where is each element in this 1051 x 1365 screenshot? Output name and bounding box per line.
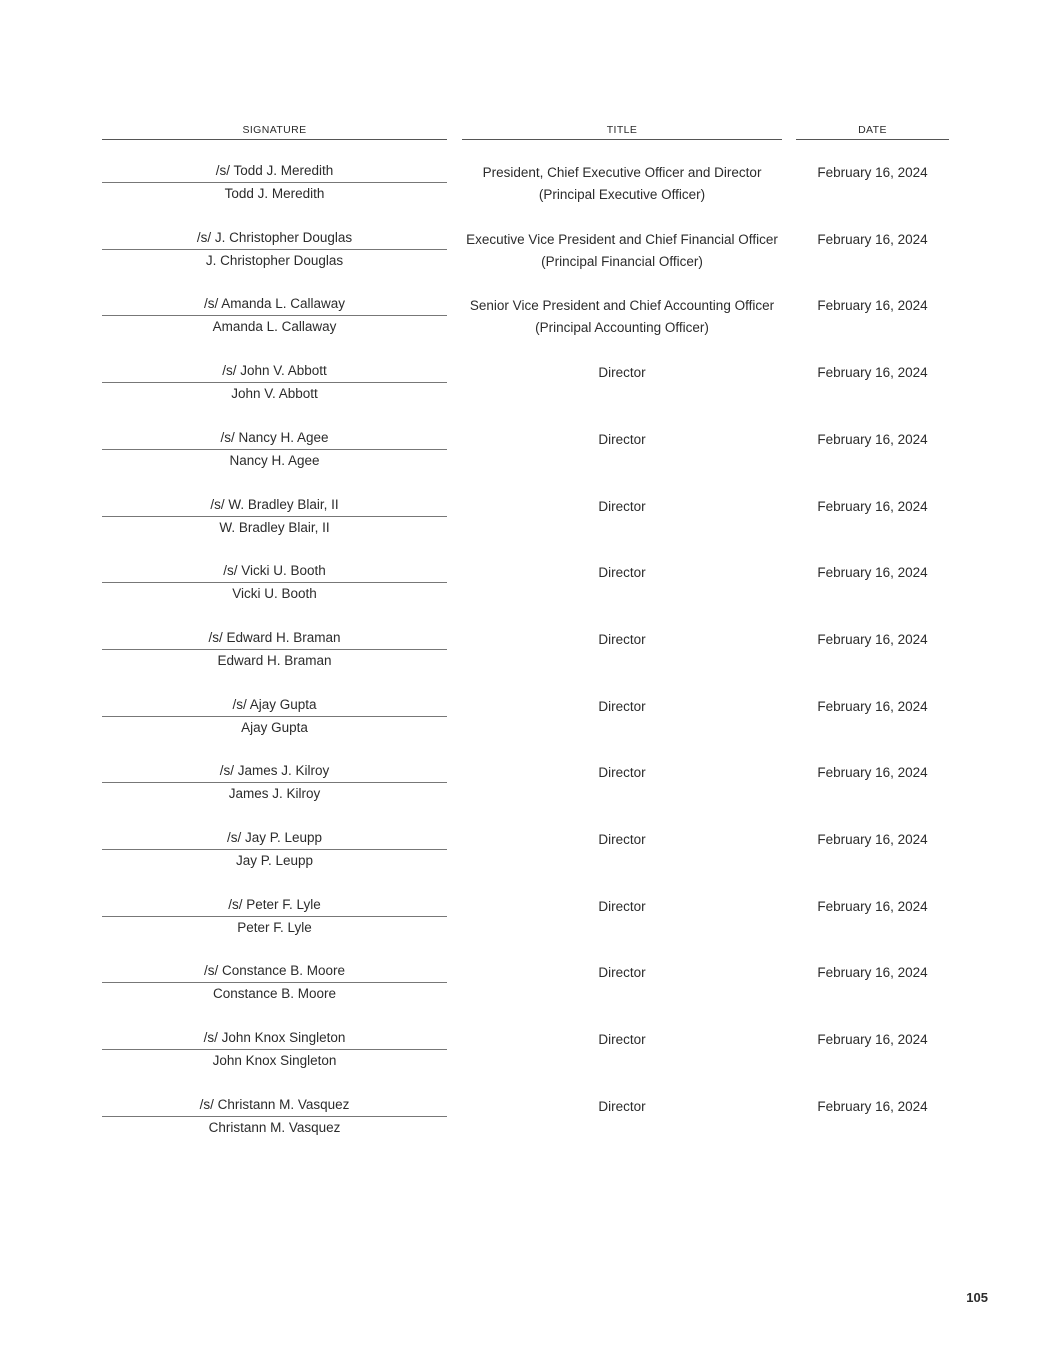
title-column-header: TITLE [462,124,782,140]
signer-title: Director [598,965,646,980]
signature-date: February 16, 2024 [817,232,928,247]
page-number: 105 [966,1290,988,1305]
signature-block [102,694,447,739]
signature-block [102,293,447,338]
signer-title: Director [598,432,646,447]
signer-title: Director [598,365,646,380]
signature-line: /s/ Jay P. Leupp [102,827,447,850]
printed-name: Constance B. Moore [212,986,337,1001]
printed-name: Amanda L. Callaway [212,319,337,334]
signature-block [102,160,447,205]
signature-row [0,560,1051,626]
signature-block [102,1027,447,1072]
signer-title: Director [598,499,646,514]
signature-row [0,760,1051,826]
printed-name: Jay P. Leupp [235,853,314,868]
signature-row [0,360,1051,426]
signer-title: Director [598,1032,646,1047]
signer-title: Director [598,899,646,914]
signature-line: /s/ Amanda L. Callaway [102,293,447,316]
signature-row [0,427,1051,493]
signature-line: /s/ James J. Kilroy [102,760,447,783]
signer-title: Director [598,765,646,780]
signature-block [102,960,447,1005]
printed-name: Christann M. Vasquez [208,1120,341,1135]
signer-title: Director [598,632,646,647]
signature-line: /s/ Nancy H. Agee [102,427,447,450]
signature-date: February 16, 2024 [817,699,928,714]
signature-block [102,494,447,539]
signature-line: /s/ Christann M. Vasquez [102,1094,447,1117]
signature-block [102,827,447,872]
printed-name: Vicki U. Booth [232,586,317,601]
signature-row [0,694,1051,760]
signature-line: /s/ Constance B. Moore [102,960,447,983]
signature-row [0,494,1051,560]
signature-row [0,160,1051,226]
signature-block [102,1094,447,1139]
printed-name: W. Bradley Blair, II [219,520,330,535]
signature-date: February 16, 2024 [817,165,928,180]
signature-row [0,627,1051,693]
signature-date: February 16, 2024 [817,565,928,580]
signature-row [0,894,1051,960]
signature-row [0,827,1051,893]
printed-name: J. Christopher Douglas [205,253,344,268]
signature-date: February 16, 2024 [817,432,928,447]
signature-block [102,627,447,672]
printed-name: Edward H. Braman [217,653,332,668]
signature-row [0,227,1051,293]
signer-title: Director [598,699,646,714]
signature-line: /s/ W. Bradley Blair, II [102,494,447,517]
signature-line: /s/ John V. Abbott [102,360,447,383]
signature-date: February 16, 2024 [817,965,928,980]
signature-column-header: SIGNATURE [102,124,447,140]
signature-date: February 16, 2024 [817,298,928,313]
signature-date: February 16, 2024 [817,1032,928,1047]
printed-name: John V. Abbott [231,386,318,401]
signature-block [102,227,447,272]
signature-row [0,960,1051,1026]
printed-name: Ajay Gupta [241,720,308,735]
printed-name: Nancy H. Agee [229,453,320,468]
signature-block [102,427,447,472]
signer-title: Director [598,1099,646,1114]
signature-line: /s/ Peter F. Lyle [102,894,447,917]
signature-block [102,560,447,605]
signer-title: Director [598,565,646,580]
printed-name: James J. Kilroy [228,786,321,801]
signature-row [0,1027,1051,1093]
signature-line: /s/ Ajay Gupta [102,694,447,717]
signature-date: February 16, 2024 [817,832,928,847]
signature-line: /s/ John Knox Singleton [102,1027,447,1050]
printed-name: Peter F. Lyle [237,920,312,935]
signature-block [102,360,447,405]
signer-title: Executive Vice President and Chief Financial Officer (Principal Financial Officer) [466,232,778,269]
date-column-header: DATE [796,124,949,140]
signer-title: Director [598,832,646,847]
signature-date: February 16, 2024 [817,499,928,514]
signature-date: February 16, 2024 [817,1099,928,1114]
signature-row [0,1094,1051,1160]
signature-line: /s/ Todd J. Meredith [102,160,447,183]
signature-line: /s/ Edward H. Braman [102,627,447,650]
signature-block [102,760,447,805]
signer-title: President, Chief Executive Officer and Director (Principal Executive Officer) [482,165,762,202]
signature-line: /s/ Vicki U. Booth [102,560,447,583]
signature-row [0,293,1051,359]
signature-date: February 16, 2024 [817,365,928,380]
printed-name: Todd J. Meredith [224,186,325,201]
signature-line: /s/ J. Christopher Douglas [102,227,447,250]
signature-date: February 16, 2024 [817,632,928,647]
signature-block [102,894,447,939]
printed-name: John Knox Singleton [212,1053,337,1068]
signature-date: February 16, 2024 [817,899,928,914]
signer-title: Senior Vice President and Chief Accounting Officer (Principal Accounting Officer) [469,298,775,335]
signature-date: February 16, 2024 [817,765,928,780]
